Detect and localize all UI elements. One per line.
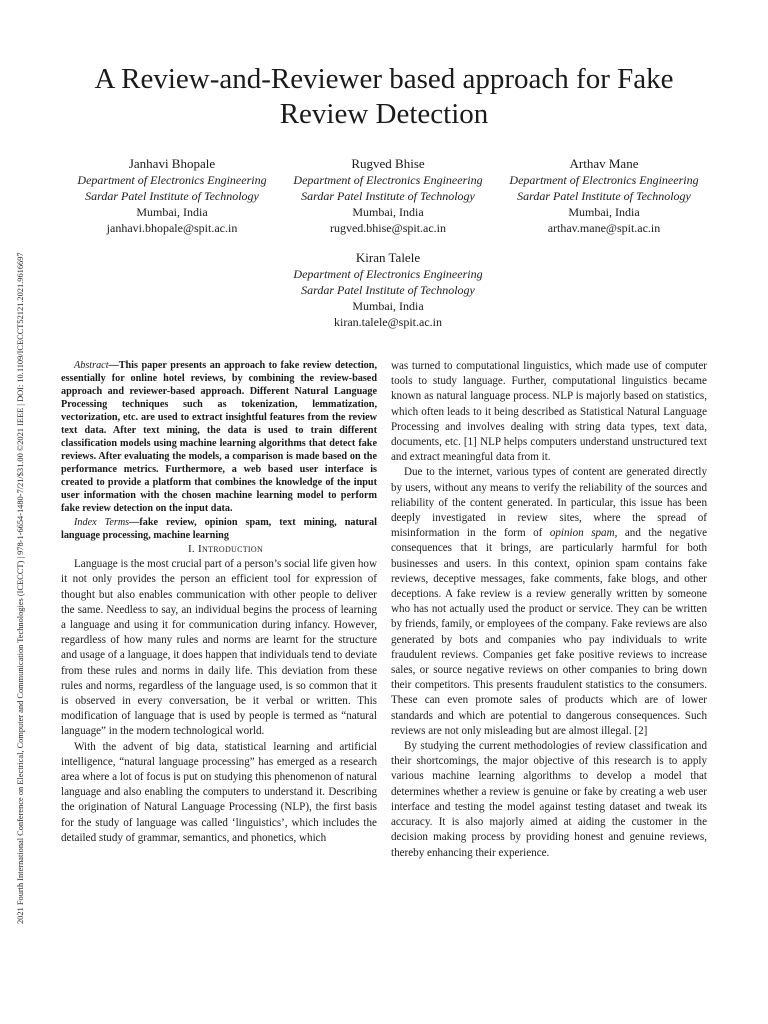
body-paragraph: By studying the current methodologies of review classification and their shortcomings, the major objective of this research is to apply various machine learning algorithms to develop a model that determines whether a review is genuine or fake by creating a web user interface and testing the model against testing dataset and tweak its accuracy. It is also majorly aimed at aiding the customer in the decision making process by providing honest and genuine reviews, thereby enhancing their experience. xyxy=(391,740,707,859)
author-email: janhavi.bhopale@spit.ac.in xyxy=(106,221,238,235)
author-department: Department of Electronics Engineering xyxy=(293,173,483,187)
author-email: rugved.bhise@spit.ac.in xyxy=(329,221,447,235)
paper-title: A Review-and-Reviewer based approach for Fake Review Detection xyxy=(94,63,674,130)
author-institute: Sardar Patel Institute of Technology xyxy=(301,283,475,297)
author-institute: Sardar Patel Institute of Technology xyxy=(85,189,259,203)
index-terms xyxy=(61,516,377,542)
author-name: Arthav Mane xyxy=(569,156,639,171)
author-institute: Sardar Patel Institute of Technology xyxy=(301,189,475,203)
body-paragraph: Language is the most crucial part of a person’s social life given how it not only provides the person an efficient tool for expression of thought but also enables communication with other people to deliver the same. Needless to say, an individual begins the process of learning a language and using it for communication during infancy. However, regardless of how many rules and norms are learnt for the structure and usage of a language, it does happen that individuals tend to deviate from these rules and norms in daily life. This deviation from these rules and norms, regardless of the language used, is so common that it is observed in every conversation, be it verbal or written. This modification of language that is used by people is termed as “natural language” in the modern technological world. xyxy=(61,558,377,738)
author-block xyxy=(64,155,280,236)
author-email: kiran.talele@spit.ac.in xyxy=(333,315,442,329)
author-block xyxy=(280,155,496,236)
author-block xyxy=(496,155,712,236)
author-city: Mumbai, India xyxy=(352,299,424,313)
abstract-label: Abstract xyxy=(74,360,109,371)
author-name: Kiran Talele xyxy=(355,250,421,265)
emphasis-term: opinion spam xyxy=(549,527,615,540)
section-heading xyxy=(61,542,377,557)
index-terms-label: Index Terms xyxy=(74,517,130,528)
author-department: Department of Electronics Engineering xyxy=(77,173,267,187)
conference-margin-note: 2021 Fourth International Conference on Electrical, Computer and Communication Technologies (ICECCT) | 978-1-6654-1480-7/21/$31.00 ©2021 IEEE | DOI: 10.1109/ICECCT52121.2021.9616697 xyxy=(16,252,25,924)
abstract xyxy=(61,359,377,515)
index-terms-text: —fake review, opinion spam, text mining, natural language processing, machine learning xyxy=(61,517,377,541)
author-name: Rugved Bhise xyxy=(351,156,425,171)
paragraph-text: , and the negative consequences that it brings, are particularly harmful for both businesses and users. In this context, opinion spam contains fake reviews, deceptive messages, fake comments, fake blogs, and other deceptions. A fake review is a review generally written by someone who has not actually used the product or service. They can be written by friends, family, or employees of the company. Fake reviews are also generated by bots and companies who pay individuals to write fraudulent reviews. Companies get fake positive reviews to increase sales, or source negative reviews on other companies to bring down their competitors. This presents fraudulent statistics to the consumers. These can even promote sales of products which are of lower standards and which are potential to dangerous consequences. Such reviews are not only misleading but are almost illegal. [2] xyxy=(391,527,707,737)
author-department: Department of Electronics Engineering xyxy=(293,267,483,281)
abstract-text: —This paper presents an approach to fake review detection, essentially for online hotel reviews, by combining the review-based approach and reviewer-based approach. Different Natural Language Processing techniques such as tokenization, lemmatization, vectorization, etc. are used to extract insightful features from the review text data. After text mining, the data is used to train different classification models using machine learning algorithms that detect fake reviews. After evaluating the models, a comparison is made based on the performance metrics. Furthermore, a web based user interface is created to provide a platform that combines the knowledge of the input user information with the chosen machine learning model to perform fake review detection on the input data. xyxy=(61,360,377,514)
body-paragraph: With the advent of big data, statistical learning and artificial intelligence, “natural language processing” has emerged as a research area where a lot of focus is put on studying this phenomenon of natural language and also enabling the computers to understand it. Describing the origination of Natural Language Processing (NLP), the first basis for the study of language was called ‘linguistics’, which includes the detailed study of grammar, semantics, and phonetics, which xyxy=(61,740,377,844)
body-paragraph xyxy=(391,465,707,739)
author-department: Department of Electronics Engineering xyxy=(509,173,699,187)
author-city: Mumbai, India xyxy=(136,205,208,219)
left-column xyxy=(61,359,377,846)
body-paragraph: was turned to computational linguistics, which made use of computer tools to study language. Further, computational linguistics became known as natural language process. NLP is majorly based on statistics, which often leads to it being described as Statistical Natural Language Processing and involves dealing with string data types, text data, documents, etc. [1] NLP helps computers understand unstructured text and extract meaningful data from it. xyxy=(391,360,707,464)
paragraph-text: Due to the internet, various types of content are generated directly by users, without any means to verify the reliability of the sources and reliability of the content generated. In particular, this issue has been deeply investigated in review sites, where the spread of misinformation in the form of xyxy=(391,466,707,540)
author-name: Janhavi Bhopale xyxy=(128,156,216,171)
right-column xyxy=(391,359,707,861)
author-institute: Sardar Patel Institute of Technology xyxy=(517,189,691,203)
section-number: I. xyxy=(187,543,195,555)
author-city: Mumbai, India xyxy=(352,205,424,219)
author-block xyxy=(280,249,496,330)
section-title: Introduction xyxy=(198,543,264,555)
author-city: Mumbai, India xyxy=(568,205,640,219)
author-email: arthav.mane@spit.ac.in xyxy=(547,221,661,235)
